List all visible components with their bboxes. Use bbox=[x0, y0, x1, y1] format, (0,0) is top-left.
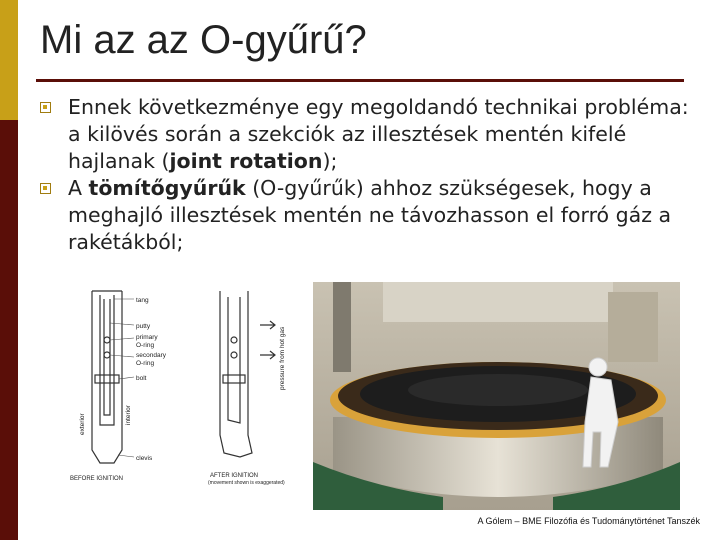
label-primary: primary bbox=[136, 334, 158, 341]
label-after-note: (movement shown is exaggerated) bbox=[208, 480, 285, 486]
bullet-item bbox=[38, 94, 698, 175]
bullet-list bbox=[38, 94, 698, 256]
label-putty: putty bbox=[136, 323, 151, 330]
booster-segment-photo bbox=[313, 282, 680, 510]
bullet-text: Ennek következménye egy megoldandó technikai probléma: a kilövés során a szekciók az illesztések mentén kifelé hajlanak ( bbox=[68, 95, 689, 173]
label-pressure: pressure from hot gas bbox=[279, 326, 286, 390]
bullet-text: A bbox=[68, 176, 89, 200]
bullet-bold-term: tömítőgyűrűk bbox=[88, 176, 246, 200]
bullet-text: (O-gyűrűk) ahhoz szükségesek, hogy a meghajló illesztések mentén ne távozhasson el forró gáz a rakétákból; bbox=[68, 176, 672, 254]
accent-bar-maroon bbox=[0, 120, 18, 540]
label-bolt: bolt bbox=[136, 375, 147, 382]
bullet-bold-term: joint rotation bbox=[169, 149, 323, 173]
label-secondary-oring: O-ring bbox=[136, 360, 155, 367]
o-ring-joint-diagram bbox=[70, 285, 310, 490]
label-exterior: exterior bbox=[79, 413, 86, 435]
label-tang: tang bbox=[136, 297, 149, 304]
bullet-text: ); bbox=[322, 149, 338, 173]
footer-credit: A Gólem – BME Filozófia és Tudománytörténet Tanszék bbox=[477, 516, 700, 526]
title-underline bbox=[36, 79, 684, 82]
bullet-marker-icon bbox=[40, 183, 51, 194]
left-accent-bar bbox=[0, 0, 18, 540]
label-after-ignition: AFTER IGNITION bbox=[210, 473, 258, 479]
slide-title: Mi az az O-gyűrű? bbox=[40, 18, 367, 62]
accent-bar-gold bbox=[0, 0, 18, 120]
label-clevis: clevis bbox=[136, 455, 153, 462]
label-primary-oring: O-ring bbox=[136, 342, 155, 349]
bullet-item bbox=[38, 175, 698, 256]
label-before-ignition: BEFORE IGNITION bbox=[70, 476, 124, 482]
label-secondary: secondary bbox=[136, 352, 166, 359]
label-interior: interior bbox=[125, 405, 132, 425]
bullet-marker-icon bbox=[40, 102, 51, 113]
